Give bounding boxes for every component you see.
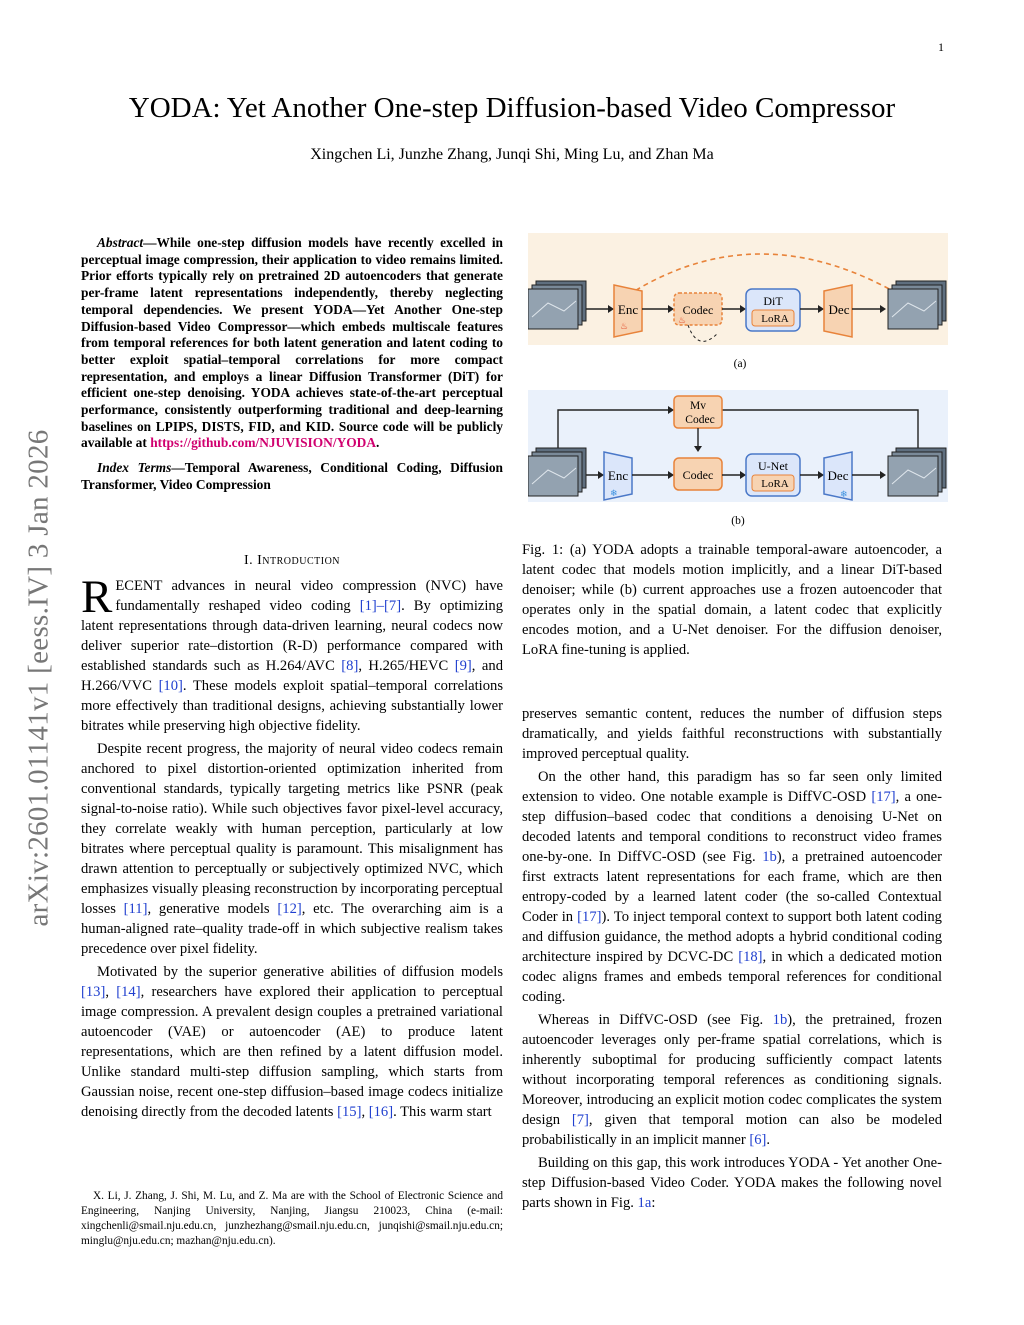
output-frames	[888, 281, 946, 329]
svg-text:Enc: Enc	[607, 468, 629, 483]
affiliation-footnote: X. Li, J. Zhang, J. Shi, M. Lu, and Z. Ma are with the School of Electronic Science and Engineering, Nanjing University, Nanjing, Jiangsu 210023, China (e-mail: xingchenli@smail.nju.edu.cn, junzhezhang@smail.nju.edu.cn, junqishi@smail.nju.edu.cn; minglu@nju.edu.cn; mazhan@nju.edu.cn).	[81, 1190, 503, 1247]
figure-1b	[528, 390, 948, 502]
svg-text:Codec: Codec	[682, 303, 714, 317]
svg-text:❄: ❄	[840, 489, 848, 499]
paper-title: YODA: Yet Another One-step Diffusion-based Video Compressor	[128, 92, 896, 124]
intro-paragraph-1: RECENT advances in neural video compression (NVC) have fundamentally reshaped video coding [1]–[7]. By optimizing latent representations through data-driven learning, neural codecs now deliver superior rate–distortion (R-D) performance compared with established standards such as H.264/AVC [8], H.265/HEVC [9], and H.266/VVC [10]. These models exploit spatial–temporal correlations more effectively than traditional designs, achieving substantially lower bitrates while preserving high objective fidelity.	[81, 571, 504, 734]
author-list: Xingchen Li, Junzhe Zhang, Junqi Shi, Ming Lu, and Zhan Ma	[310, 146, 714, 163]
svg-text:LoRA: LoRA	[761, 478, 789, 490]
code-link[interactable]: https://github.com/NJUVISION/YODA	[150, 435, 376, 451]
right-paragraph-3: Whereas in DiffVC-OSD (see Fig. 1b), the pretrained, frozen autoencoder leverages only per-frame spatial correlations, which is inherently suboptimal for producing sufficiently compact latents without incorporating temporal references as conditioning signals. Moreover, introducing an explicit motion codec complicates the system design [7], given that temporal motion can also be modeled probabilistically in an implicit manner [6].	[522, 1012, 942, 1148]
right-paragraph-1: preserves semantic content, reduces the number of diffusion steps dramatically, and yields faithful reconstructions with substantially improved perceptual quality.	[522, 706, 942, 762]
svg-text:LoRA: LoRA	[761, 313, 789, 325]
subfigure-label-b: (b)	[731, 515, 745, 527]
svg-text:U-Net: U-Net	[758, 459, 788, 473]
svg-text:Mv: Mv	[690, 400, 706, 412]
svg-text:Codec: Codec	[682, 468, 714, 482]
svg-text:❄: ❄	[610, 488, 618, 498]
right-paragraph-2: On the other hand, this paradigm has so far seen only limited extension to video. One notable example is DiffVC-OSD [17], a one-step diffusion–based codec that conditions a denoising U-Net on decoded latents and temporal conditions to reconstruct video frames one-by-one. In DiffVC-OSD (see Fig. 1b), a pretrained autoencoder first extracts latent representations for each frame, which are then entropy-coded by a learned latent coder (the so-called Contextual Coder in [17]). To inject temporal context to support both latent coding and diffusion guidance, the method adopts a hybrid conditional coding architecture inspired by DCVC-DC [18], in which a dedicated motion codec aligns frames and embeds temporal references for conditional coding.	[522, 769, 943, 1005]
svg-text:♨: ♨	[678, 315, 687, 325]
introduction-body	[81, 571, 504, 1122]
right-column-body	[522, 704, 942, 1213]
abstract: Abstract—While one-step diffusion models have recently excelled in perceptual image compression, their application to video remains limited. Prior efforts typically rely on pretrained 2D autoencoders that generate per-frame latent representations independently, thereby neglecting temporal dependencies. We present YODA—Yet Another One-step Diffusion-based Video Compressor—which embeds multiscale features from temporal references for both latent generation and latent coding to better exploit spatial–temporal correlations for more compact representation, and employs a linear Diffusion Transformer (DiT) for efficient one-step denoising. YODA achieves state-of-the-art perceptual performance, consistently outperforming traditional and deep-learning baselines on LPIPS, DISTS, FID, and KID. Source code will be publicly available at https://github.com/NJUVISION/YODA. Index Terms—Temporal Awareness, Conditional Coding, Diffusion Transformer, Video Compression	[81, 235, 503, 492]
figure-b-background	[528, 390, 948, 502]
intro-paragraph-3: Motivated by the superior generative abilities of diffusion models [13], [14], researchers have explored their application to perceptual image compression. A prevalent design couples a pretrained variational autoencoder (VAE) or autoencoder (AE) to produce latent representations, which are then refined by a latent diffusion model. Unlike standard multi-step diffusion sampling, which starts from Gaussian noise, recent one-step diffusion–based image codecs initialize denoising directly from the decoded latents [15], [16]. This warm start	[81, 964, 504, 1120]
figure-a-background	[528, 233, 948, 345]
index-terms: Index Terms—Temporal Awareness, Conditional Coding, Diffusion Transformer, Video Compression	[81, 460, 503, 492]
svg-text:♨: ♨	[620, 321, 629, 331]
subfigure-label-a: (a)	[733, 358, 747, 370]
svg-text:Enc: Enc	[617, 302, 639, 317]
section-heading: I. Introduction	[243, 553, 341, 568]
input-frames-b	[528, 448, 586, 496]
drop-cap: R	[81, 571, 113, 623]
svg-text:Codec: Codec	[685, 414, 715, 426]
svg-text:Dec: Dec	[827, 468, 849, 483]
abstract-label: Abstract	[97, 235, 144, 250]
right-paragraph-4: Building on this gap, this work introduces YODA - Yet another One-step Diffusion-based Video Coder. YODA makes the following novel parts shown in Fig. 1a:	[522, 1155, 942, 1211]
intro-paragraph-2: Despite recent progress, the majority of neural video codecs remain anchored to pixel distortion-oriented optimization inherited from conventional standards, typically targeting metrics like PSNR (peak signal-to-noise ratio). While such objectives favor pixel-level accuracy, they correlate weakly with human perception, particularly at low bitrates where perceptual quality is paramount. This misalignment has drawn attention to perceptually or subjectively optimized NVC, which emphasizes visually pleasing reconstruction by incorporating perceptual losses [11], generative models [12], etc. The overarching aim is a human-aligned rate–quality trade-off in which subjective realism takes precedence over pixel fidelity.	[81, 741, 503, 957]
arxiv-identifier: arXiv:2601.01141v1 [eess.IV] 3 Jan 2026	[22, 428, 55, 927]
page-number: 1	[938, 40, 944, 54]
input-frames	[528, 281, 586, 329]
figure-1a	[528, 233, 948, 345]
output-frames-b	[888, 448, 946, 496]
svg-text:Dec: Dec	[828, 302, 850, 317]
svg-text:DiT: DiT	[763, 294, 783, 308]
figure-caption: Fig. 1: (a) YODA adopts a trainable temporal-aware autoencoder, a latent codec that models motion implicitly, and a linear DiT-based denoiser; while (b) current approaches use a frozen autoencoder that operates only in the spatial domain, a latent codec that explicitly encodes motion, and a U-Net denoiser. For the diffusion denoiser, LoRA fine-tuning is applied.	[522, 542, 942, 658]
